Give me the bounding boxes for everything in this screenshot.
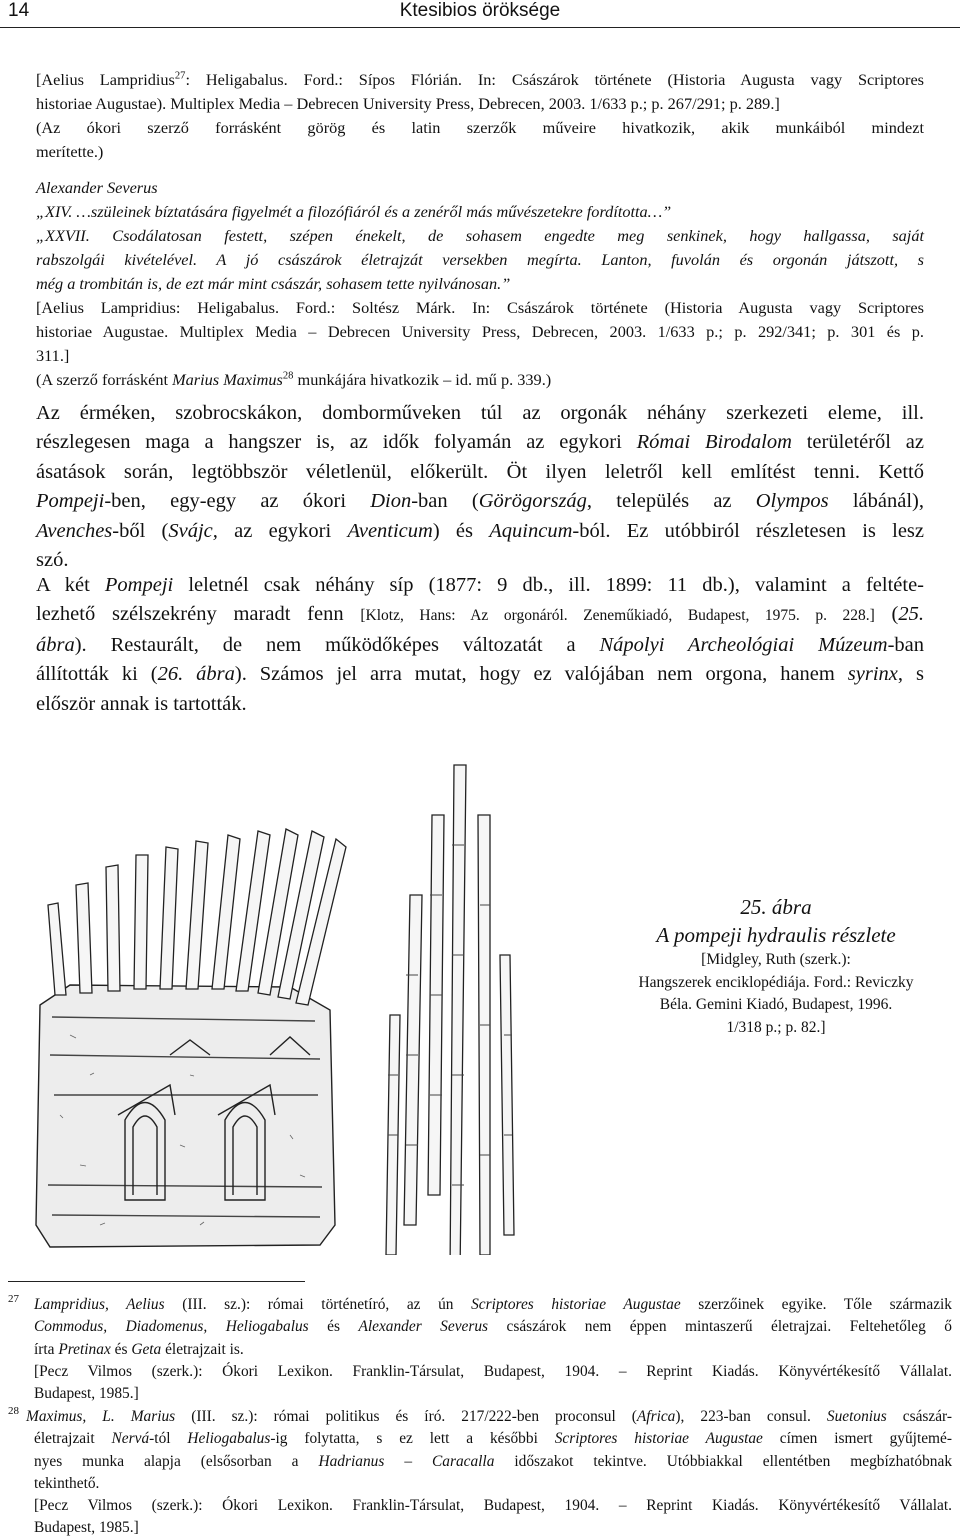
paragraph-line: részlegesen maga a hangszer is, az idők folyamán az egykori Római Birodalom területéről az [36, 431, 924, 454]
quotation-heading: Alexander Severus [36, 178, 158, 197]
footnote-28 [8, 1406, 952, 1540]
figure-title: A pompeji hydraulis részlete [656, 923, 896, 947]
figure-caption [606, 893, 946, 1039]
paragraph-line: Az érméken, szobrocskákon, domborműveken túl az orgonák néhány szerkezeti eleme, ill. [36, 402, 924, 424]
footnote-line: Maximus, L. Marius (III. sz.): római politikus és író. 217/222-ben proconsul (Africa), 223-ban consul. Suetonius császár- [26, 1408, 952, 1425]
figure-source-line: 1/318 p.; p. 82.] [726, 1018, 826, 1036]
paragraph-line: A két Pompeji leletnél csak néhány síp (1877: 9 db., ill. 1899: 11 db.), valamint a feltéte- [36, 574, 924, 596]
quotation-line: rabszolgái kivételével. A jó császárok életrajzát versekben megírta. Lanton, fuvolán és orgonán játszott, s [36, 250, 924, 269]
footnote-ref-28[interactable]: 28 [282, 370, 294, 382]
inline-citation: [Klotz, Hans: Az orgonáról. Zeneműkiadó, Budapest, 1975. p. 228.] [360, 607, 875, 625]
paragraph-line: szó. [36, 549, 69, 572]
footnote-mark: 28 [8, 1405, 19, 1417]
paragraph-line: állították ki (26. ábra). Számos jel arra mutat, hogy ez valójában nem orgona, hanem syrinx, s [36, 663, 924, 686]
paragraph-line: Avenches-ből (Svájc, az egykori Aventicum) és Aquincum-ból. Ez utóbbiról részletesen is lesz [36, 519, 924, 542]
reference-line: historiae Augustae. Multiplex Media – Debrecen University Press, Debrecen, 2003. 1/633 p.; p. 292/341; p. 301 és p. [36, 322, 924, 341]
header-rule [0, 27, 960, 28]
footnote-line: [Pecz Vilmos (szerk.): Ókori Lexikon. Franklin-Társulat, Budapest, 1904. – Reprint Kiadás. Könyvértékesítő Vállalat. [34, 1362, 952, 1380]
footnote-line: Lampridius, Aelius (III. sz.): római történetíró, az ún Scriptores historiae Augustae szerzőinek egyike. Tőle származik [34, 1296, 953, 1313]
reference-line: 311.] [36, 346, 70, 365]
figure-number: 25. ábra [740, 895, 812, 919]
paragraph-line: ábra). Restaurált, de nem működőképes változatát a Nápolyi Archeológiai Múzeum-ban [36, 633, 924, 656]
reference-line: historiae Augustae). Multiplex Media – Debrecen University Press, Debrecen, 2003. 1/633 p.; p. 267/291; p. 289.] [36, 94, 780, 113]
footnote-line: tekinthető. [34, 1474, 100, 1492]
paragraph-line: először annak is tartották. [36, 692, 247, 715]
reference-line: [Aelius Lampridius$^{27}$: Heligabalus. Ford.: Sípos Flórián. In: Császárok története (Historia Augusta vagy Scriptores [36, 70, 925, 89]
footnote-line: Budapest, 1985.] [34, 1519, 139, 1537]
paragraph-line: ásatások során, legtöbbször véletlenül, előkerült. Öt ilyen leletről kell említést tenni. Kettő [36, 460, 924, 483]
body-paragraph-2 [36, 571, 924, 719]
footnote-mark: 27 [8, 1293, 19, 1305]
paragraph-line: Pompeji-ben, egy-egy az ókori Dion-ban (Görögország, település az Olympos lábánál), [36, 490, 924, 513]
body-paragraph-1 [36, 399, 924, 575]
running-header [0, 0, 960, 30]
footnote-27 [8, 1294, 952, 1405]
paragraph-line: lezhető szélszekrény maradt fenn [Klotz, Hans: Az orgonáról. Zeneműkiadó, Budapest, 1975. p. 228.] (25. [36, 603, 924, 626]
reference-line: merítette.) [36, 142, 104, 161]
footnote-ref-27[interactable]: 27 [174, 70, 186, 82]
figure-source-line: Béla. Gemini Kiadó, Budapest, 1996. [659, 996, 893, 1013]
footnote-line: [Pecz Vilmos (szerk.): Ókori Lexikon. Franklin-Társulat, Budapest, 1904. – Reprint Kiadás. Könyvértékesítő Vállalat. [34, 1497, 952, 1515]
figure-source-line: [Midgley, Ruth (szerk.): [701, 951, 851, 968]
running-title: Ktesibios öröksége [399, 0, 561, 21]
footnote-line: életrajzait Nervá-tól Heliogabalus-ig folytatta, s ez lett a későbbi Scriptores historiae Augustae címen ismert gyűjtemé- [34, 1430, 952, 1448]
quotation-block [36, 176, 924, 296]
reference-line: [Aelius Lampridius: Heligabalus. Ford.: Soltész Márk. In: Császárok története (Historia Augusta vagy Scriptores [36, 298, 924, 317]
footnote-line: nyes munka alapja (elsősorban a Hadrianus – Caracalla időszakot tekintve. Utóbbiakkal ellentétben megbízhatóbnak [34, 1452, 953, 1470]
reference-line: (A szerző forrásként Marius Maximus$^{28}$ munkájára hivatkozik – id. mű p. 339.) [36, 370, 552, 389]
page-number: 14 [8, 0, 30, 21]
reference-block-2 [36, 296, 924, 392]
quotation-line: még a trombitán is, de ezt már mint császár, sohasem tette nyilvánosan.” [36, 274, 511, 293]
footnote-line: Commodus, Diadomenus, Heliogabalus és Alexander Severus császárok nem éppen mintaszerű életrajzai. Feltehetőleg ő [34, 1318, 952, 1336]
quotation-line: „XXVII. Csodálatosan festett, szépen énekelt, de sohasem engedte meg senkinek, hogy hallgassa, saját [36, 226, 924, 245]
figure-source-line: Hangszerek enciklopédiája. Ford.: Reviczky [638, 973, 914, 991]
quotation-line: „XIV. …szüleinek bíztatására figyelmét a filozófiáról és a zenéről más művészetekre fordította…” [36, 202, 672, 221]
footnote-separator [8, 1281, 305, 1282]
reference-block-1 [36, 68, 924, 164]
footnote-line: Budapest, 1985.] [34, 1385, 139, 1403]
reference-line: (Az ókori szerző forrásként görög és latin szerzők műveire hivatkozik, akik munkáiból mindezt [36, 118, 924, 137]
hydraulis-figure-image [30, 755, 550, 1255]
footnote-line: írta Pretinax és Geta életrajzait is. [34, 1340, 244, 1358]
